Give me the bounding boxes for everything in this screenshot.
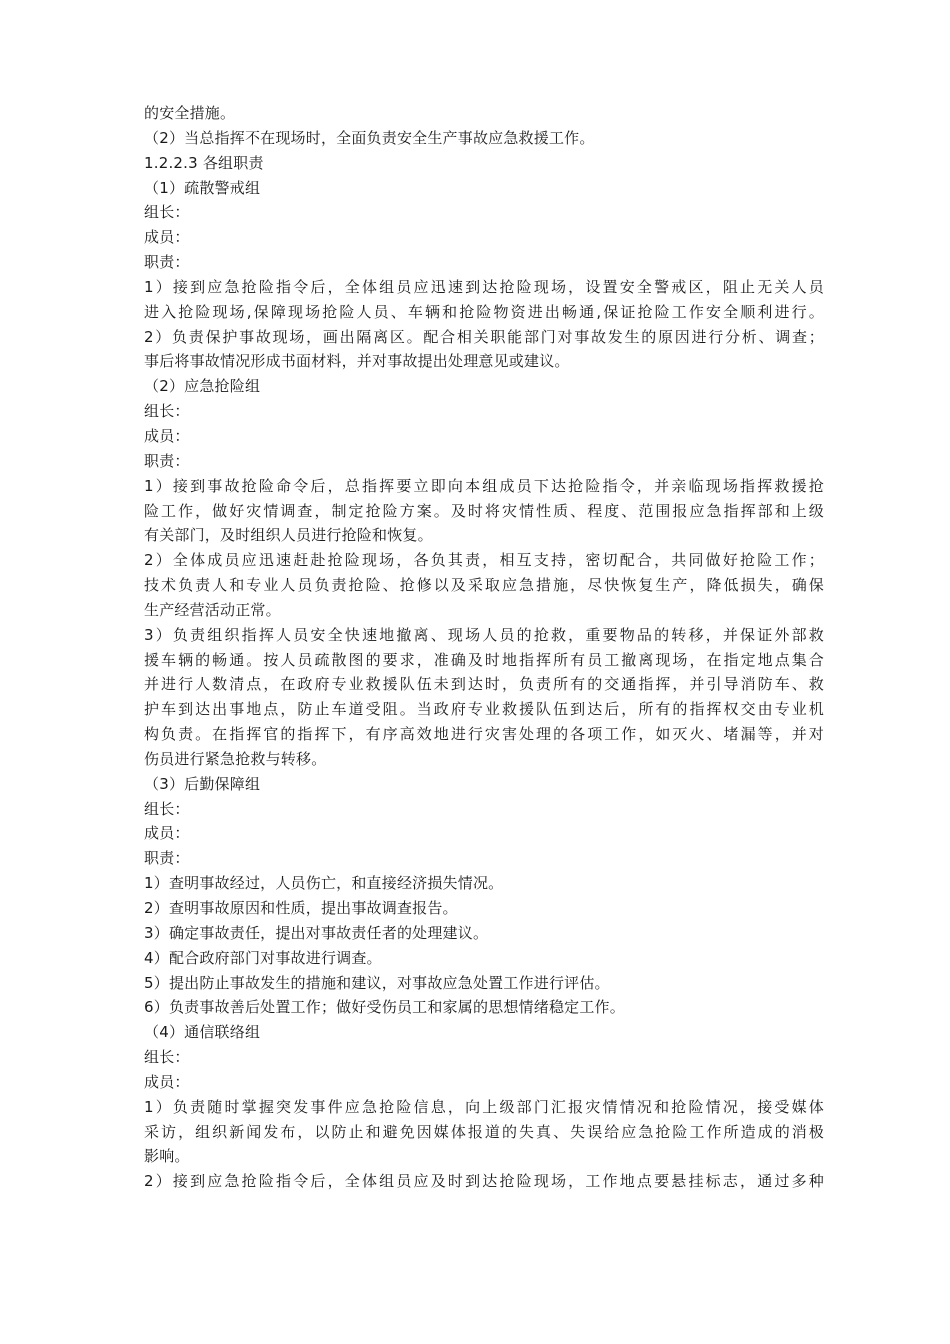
text-line: 采访，组织新闻发布，以防止和避免因媒体报道的失真、失误给应急抢险工作所造成的消极 bbox=[144, 1122, 824, 1141]
text-line: 2）接到应急抢险指令后，全体组员应及时到达抢险现场，工作地点要悬挂标志，通过多种 bbox=[144, 1172, 824, 1191]
text-line: 组长： bbox=[144, 203, 190, 222]
text-line: 1.2.2.3 各组职责 bbox=[144, 153, 264, 172]
text-line: 险工作，做好灾情调查，制定抢险方案。及时将灾情性质、程度、范围报应急指挥部和上级 bbox=[144, 501, 824, 520]
text-line: （2）当总指挥不在现场时，全面负责安全生产事故应急救援工作。 bbox=[144, 128, 595, 147]
text-line: 组长： bbox=[144, 1048, 190, 1067]
text-line: 组长： bbox=[144, 799, 190, 818]
text-line: 职责： bbox=[144, 253, 190, 272]
text-line: 3）负责组织指挥人员安全快速地撤离、现场人员的抢救，重要物品的转移，并保证外部救 bbox=[144, 625, 824, 644]
text-line: 成员： bbox=[144, 228, 190, 247]
text-line: 生产经营活动正常。 bbox=[144, 600, 281, 619]
text-line: （4）通信联络组 bbox=[144, 1023, 261, 1042]
text-line: 1）接到事故抢险命令后，总指挥要立即向本组成员下达抢险指令，并亲临现场指挥救援抢 bbox=[144, 476, 824, 495]
text-line: 影响。 bbox=[144, 1147, 190, 1166]
text-line: 1）负责随时掌握突发事件应急抢险信息，向上级部门汇报灾情情况和抢险情况，接受媒体 bbox=[144, 1097, 824, 1116]
text-line: 3）确定事故责任，提出对事故责任者的处理建议。 bbox=[144, 923, 489, 942]
text-line: 2）负责保护事故现场，画出隔离区。配合相关职能部门对事故发生的原因进行分析、调查； bbox=[144, 327, 824, 346]
text-line: 1）接到应急抢险指令后，全体组员应迅速到达抢险现场，设置安全警戒区，阻止无关人员 bbox=[144, 277, 824, 296]
text-line: （3）后勤保障组 bbox=[144, 774, 261, 793]
text-line: 4）配合政府部门对事故进行调查。 bbox=[144, 948, 382, 967]
text-line: 成员： bbox=[144, 426, 190, 445]
text-line: 2）查明事故原因和性质，提出事故调查报告。 bbox=[144, 899, 458, 917]
text-line: 事后将事故情况形成书面材料，并对事故提出处理意见或建议。 bbox=[144, 352, 570, 371]
text-line: 伤员进行紧急抢救与转移。 bbox=[144, 749, 327, 768]
text-line: 成员： bbox=[144, 1072, 190, 1091]
text-line: 职责： bbox=[144, 451, 190, 470]
text-line: （1）疏散警戒组 bbox=[144, 178, 261, 197]
text-line: 6）负责事故善后处置工作；做好受伤员工和家属的思想情绪稳定工作。 bbox=[144, 998, 625, 1017]
text-line: 1）查明事故经过，人员伤亡，和直接经济损失情况。 bbox=[144, 874, 504, 893]
text-line: 并进行人数清点，在政府专业救援队伍未到达时，负责所有的交通指挥，并引导消防车、救 bbox=[144, 675, 824, 694]
text-line: （2）应急抢险组 bbox=[144, 377, 261, 396]
text-line: 职责： bbox=[144, 849, 190, 868]
text-line: 组长： bbox=[144, 402, 190, 421]
text-line: 护车到达出事地点，防止车道受阻。当政府专业救援队伍到达后，所有的指挥权交由专业机 bbox=[144, 700, 824, 719]
text-line: 成员： bbox=[144, 824, 190, 843]
text-line: 技术负责人和专业人员负责抢险、抢修以及采取应急措施，尽快恢复生产，降低损失，确保 bbox=[144, 576, 824, 595]
text-line: 有关部门，及时组织人员进行抢险和恢复。 bbox=[144, 526, 433, 545]
text-line: 构负责。在指挥官的指挥下，有序高效地进行灾害处理的各项工作，如灭火、堵漏等，并对 bbox=[144, 725, 824, 744]
text-line: 援车辆的畅通。按人员疏散图的要求，准确及时地指挥所有员工撤离现场，在指定地点集合 bbox=[144, 650, 824, 669]
text-line: 2）全体成员应迅速赶赴抢险现场，各负其责，相互支持，密切配合，共同做好抢险工作； bbox=[144, 551, 824, 570]
text-line: 进入抢险现场,保障现场抢险人员、车辆和抢险物资进出畅通,保证抢险工作安全顺利进行。 bbox=[144, 302, 824, 321]
document-body bbox=[144, 101, 824, 1194]
text-line: 的安全措施。 bbox=[144, 104, 236, 122]
text-line: 5）提出防止事故发生的措施和建议，对事故应急处置工作进行评估。 bbox=[144, 973, 610, 992]
